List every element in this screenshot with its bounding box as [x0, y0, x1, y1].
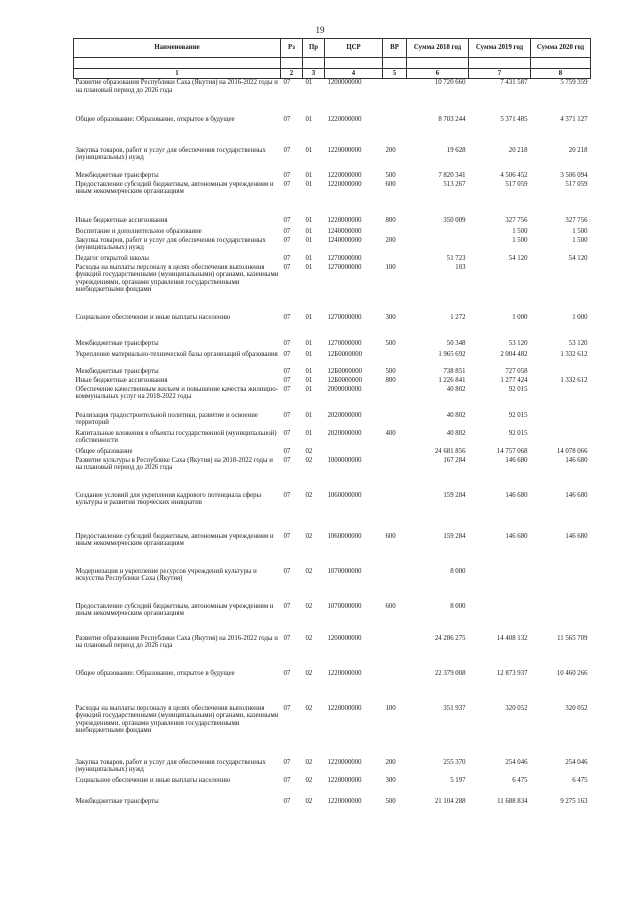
- header-sum-2018: Сумма 2018 год: [407, 39, 469, 58]
- row-sum-2018: 40 802: [446, 385, 466, 393]
- table-row: [74, 386, 591, 412]
- row-pr: 01: [305, 227, 313, 235]
- row-sum-2018: 513 267: [443, 180, 466, 188]
- row-csr: 1070000000: [327, 602, 362, 610]
- row-rz: 07: [283, 456, 291, 464]
- row-name: Межбюджетные трансферты: [75, 171, 159, 179]
- row-sum-2020: 6 475: [572, 776, 588, 784]
- row-rz: 07: [283, 797, 291, 805]
- page-number: 19: [315, 25, 325, 35]
- row-sum-2020: 146 680: [565, 491, 588, 499]
- row-pr: 01: [305, 115, 313, 123]
- column-number: 6: [407, 69, 469, 79]
- row-sum-2019: 6 475: [512, 776, 528, 784]
- header-spacer: [74, 58, 281, 69]
- row-rz: 07: [283, 776, 291, 784]
- row-rz: 07: [283, 367, 291, 375]
- row-sum-2019: [469, 264, 531, 314]
- table-row: [74, 264, 591, 314]
- row-sum-2018: 8 000: [450, 602, 466, 610]
- header-sum-2020: Сумма 2020 год: [531, 39, 591, 58]
- row-sum-2018: 103: [455, 263, 466, 271]
- row-rz: 07: [283, 180, 291, 188]
- row-rz: 07: [283, 669, 291, 677]
- row-name: Реализация градостроительной политики, развитие и освоение территорий: [75, 411, 258, 427]
- row-csr: 1240000000: [327, 227, 362, 235]
- row-vr: 300: [385, 776, 396, 784]
- row-vr: [383, 228, 407, 237]
- row-sum-2019: 146 680: [505, 532, 528, 540]
- header-spacer: [383, 58, 407, 69]
- row-name: Межбюджетные трансферты: [75, 339, 159, 347]
- row-csr: 1070000000: [327, 567, 362, 575]
- row-pr: 01: [305, 385, 313, 393]
- row-vr: [383, 448, 407, 457]
- row-name: Межбюджетные трансферты: [75, 797, 159, 805]
- row-csr: 12Б0000000: [327, 350, 362, 358]
- row-csr: 1200000000: [327, 79, 362, 86]
- row-csr: [325, 448, 383, 457]
- row-name: Общее образование: Образование, открытое в будущее: [75, 115, 235, 123]
- row-sum-2020: 517 059: [565, 180, 588, 188]
- row-vr: 300: [385, 313, 396, 321]
- row-name: Иные бюджетные ассигнования: [75, 376, 168, 384]
- row-rz: 07: [283, 758, 291, 766]
- row-csr: 1220000000: [327, 758, 362, 766]
- row-sum-2020: 146 680: [565, 532, 588, 540]
- row-pr: 01: [305, 216, 313, 224]
- row-sum-2018: [407, 228, 469, 237]
- row-csr: 1270000000: [327, 254, 362, 262]
- table-row: [74, 172, 591, 181]
- row-name: Закупка товаров, работ и услуг для обеспечения государственных (муниципальных) нужд: [75, 758, 266, 774]
- row-csr: 1270000000: [327, 339, 362, 347]
- row-pr: 02: [305, 532, 313, 540]
- row-sum-2020: 320 052: [565, 704, 588, 712]
- row-vr: 200: [385, 236, 396, 244]
- row-sum-2020: [531, 568, 591, 603]
- table-row: [74, 670, 591, 705]
- row-sum-2020: 20 218: [568, 146, 588, 154]
- row-sum-2020: 1 500: [572, 227, 588, 235]
- table-row: [74, 181, 591, 217]
- header-csr: ЦСР: [325, 39, 383, 58]
- row-vr: 500: [385, 797, 396, 805]
- row-pr: 02: [305, 491, 313, 499]
- row-vr: [383, 568, 407, 603]
- row-rz: 07: [283, 313, 291, 321]
- row-sum-2019: 2 004 482: [500, 350, 528, 358]
- row-sum-2019: 53 120: [508, 339, 528, 347]
- row-csr: 12Б0000000: [327, 367, 362, 375]
- row-sum-2020: 54 120: [568, 254, 588, 262]
- table-row: [74, 798, 591, 818]
- row-rz: 07: [283, 171, 291, 179]
- row-sum-2019: [469, 568, 531, 603]
- row-sum-2020: [531, 412, 591, 430]
- row-csr: 1220000000: [327, 115, 362, 123]
- row-rz: 07: [283, 429, 291, 437]
- row-rz: 07: [283, 602, 291, 610]
- table-row: [74, 79, 591, 116]
- row-sum-2018: 738 851: [443, 367, 466, 375]
- row-sum-2020: 1 332 612: [560, 350, 588, 358]
- row-name: Создание условий для укрепления кадрового потенциала сферы культуры и развития творческих инициатив: [75, 491, 262, 507]
- header-spacer: [325, 58, 383, 69]
- row-sum-2018: 5 197: [450, 776, 466, 784]
- row-sum-2019: 320 052: [505, 704, 528, 712]
- row-name: Расходы на выплаты персоналу в целях обеспечения выполнения функций государственными (муниципальными) органами, казенными учреждениями, органами управления государственными внебюджетными фондами: [75, 263, 279, 294]
- row-vr: [383, 492, 407, 533]
- row-rz: 07: [283, 115, 291, 123]
- table-row: [74, 448, 591, 457]
- row-vr: 600: [385, 180, 396, 188]
- row-sum-2020: 9 275 163: [560, 797, 588, 805]
- row-rz: 07: [283, 376, 291, 384]
- row-csr: 1220000000: [327, 669, 362, 677]
- row-vr: 800: [385, 216, 396, 224]
- table-row: [74, 228, 591, 237]
- row-vr: 500: [385, 171, 396, 179]
- row-pr: 01: [305, 339, 313, 347]
- row-rz: 07: [283, 263, 291, 271]
- header-sum-2019: Сумма 2019 год: [469, 39, 531, 58]
- row-vr: 500: [385, 367, 396, 375]
- row-vr: 100: [385, 704, 396, 712]
- column-number: 3: [303, 69, 325, 79]
- table-row: [74, 492, 591, 533]
- row-name: Модернизация и укрепление ресурсов учреждений культуры и искусства Республики Саха (Якутия): [75, 567, 257, 583]
- row-pr: 02: [305, 704, 313, 712]
- row-sum-2018: 351 937: [443, 704, 466, 712]
- row-sum-2020: 4 371 127: [560, 115, 588, 123]
- row-csr: 1220000000: [327, 216, 362, 224]
- row-name: Воспитание и дополнительное образование: [75, 227, 202, 235]
- row-pr: 01: [305, 367, 313, 375]
- row-pr: 01: [305, 263, 313, 271]
- row-vr: 600: [385, 532, 396, 540]
- row-sum-2018: 21 104 288: [434, 797, 466, 805]
- row-vr: [383, 351, 407, 368]
- row-sum-2020: [531, 368, 591, 377]
- row-vr: 600: [385, 602, 396, 610]
- row-name: Капитальные вложения в объекты государственной (муниципальной) собственности: [75, 429, 277, 445]
- table-row: [74, 430, 591, 448]
- row-name: Развитие образования Республики Саха (Якутия) на 2016-2022 годы и на плановый период до 2026 года: [75, 79, 278, 94]
- row-sum-2018: 1 226 841: [438, 376, 466, 384]
- row-sum-2018: 19 628: [446, 146, 466, 154]
- row-sum-2018: 167 284: [443, 456, 466, 464]
- table-row: [74, 351, 591, 368]
- table-row: [74, 314, 591, 340]
- row-name: Закупка товаров, работ и услуг для обеспечения государственных (муниципальных) нужд: [75, 146, 266, 162]
- header-vr: ВР: [383, 39, 407, 58]
- row-rz: 07: [283, 385, 291, 393]
- table-row: [74, 147, 591, 172]
- row-sum-2018: 40 802: [446, 411, 466, 419]
- row-csr: 1270000000: [327, 313, 362, 321]
- row-name: Общее образование: Образование, открытое в будущее: [75, 669, 235, 677]
- row-sum-2018: 1 965 692: [438, 350, 466, 358]
- row-csr: 1240000000: [327, 236, 362, 244]
- row-sum-2018: [407, 237, 469, 255]
- row-sum-2019: 20 218: [508, 146, 528, 154]
- row-sum-2019: 1 000: [512, 313, 528, 321]
- row-name: Укрепление материально-технической базы организаций образования: [75, 350, 278, 358]
- row-csr: 1220000000: [327, 171, 362, 179]
- row-rz: 07: [283, 447, 291, 455]
- row-name: Развитие образования Республики Саха (Якутия) на 2016-2022 годы и на плановый период до 2026 года: [75, 634, 278, 650]
- row-rz: 07: [283, 491, 291, 499]
- row-csr: 1200000000: [327, 634, 362, 642]
- row-name: Межбюджетные трансферты: [75, 367, 159, 375]
- row-sum-2020: 1 500: [572, 236, 588, 244]
- row-pr: 02: [305, 447, 313, 455]
- row-rz: 07: [283, 227, 291, 235]
- row-vr: [383, 255, 407, 264]
- table-row: [74, 237, 591, 255]
- row-sum-2019: 146 680: [505, 456, 528, 464]
- row-sum-2019: 1 500: [512, 236, 528, 244]
- row-rz: 07: [283, 216, 291, 224]
- header-pr: Пр: [303, 39, 325, 58]
- row-vr: 100: [385, 263, 396, 271]
- row-sum-2018: 350 009: [443, 216, 466, 224]
- row-csr: 2000000000: [327, 385, 362, 393]
- table-row: [74, 635, 591, 670]
- row-sum-2020: 1 332 612: [560, 376, 588, 384]
- row-sum-2020: 1 000: [572, 313, 588, 321]
- row-sum-2018: 50 348: [446, 339, 466, 347]
- row-sum-2020: [531, 386, 591, 412]
- row-sum-2018: 8 703 244: [438, 115, 466, 123]
- row-pr: 01: [305, 350, 313, 358]
- row-sum-2020: 3 506 094: [560, 171, 588, 179]
- row-rz: 07: [283, 339, 291, 347]
- row-sum-2020: 5 759 359: [560, 79, 588, 86]
- row-pr: 01: [305, 79, 313, 86]
- row-name: Иные бюджетные ассигнования: [75, 216, 168, 224]
- row-sum-2018: 40 802: [446, 429, 466, 437]
- row-pr: 01: [305, 146, 313, 154]
- row-pr: 01: [305, 313, 313, 321]
- row-vr: [383, 116, 407, 147]
- row-sum-2018: 10 720 660: [434, 79, 466, 86]
- row-csr: 2020000000: [327, 429, 362, 437]
- row-name: Социальное обеспечение и иные выплаты населению: [75, 313, 231, 321]
- table-row: [74, 368, 591, 377]
- row-sum-2018: 1 272: [450, 313, 466, 321]
- row-vr: 200: [385, 758, 396, 766]
- row-csr: 1220000000: [327, 146, 362, 154]
- row-pr: 01: [305, 254, 313, 262]
- row-name: Расходы на выплаты персоналу в целях обеспечения выполнения функций государственными (муниципальными) органами, казенными учреждениями, органами управления государственными внебюджетными фондами: [75, 704, 279, 735]
- row-rz: 07: [283, 236, 291, 244]
- row-sum-2018: 24 286 275: [434, 634, 466, 642]
- row-sum-2019: 146 680: [505, 491, 528, 499]
- row-sum-2019: 11 688 834: [497, 797, 528, 805]
- row-sum-2019: 727 058: [505, 367, 528, 375]
- row-sum-2018: 51 723: [446, 254, 466, 262]
- row-sum-2020: 146 680: [565, 456, 588, 464]
- row-vr: [383, 635, 407, 670]
- row-csr: 1220000000: [327, 704, 362, 712]
- row-sum-2019: 5 371 485: [500, 115, 528, 123]
- row-pr: 01: [305, 171, 313, 179]
- budget-table: [73, 38, 591, 818]
- row-rz: 07: [283, 634, 291, 642]
- row-vr: [383, 457, 407, 492]
- row-rz: 07: [283, 704, 291, 712]
- row-sum-2020: [531, 430, 591, 448]
- row-sum-2020: 10 460 266: [556, 669, 588, 677]
- row-rz: 07: [283, 350, 291, 358]
- table-row: [74, 377, 591, 386]
- row-sum-2019: 14 757 068: [496, 447, 528, 455]
- row-sum-2020: 53 120: [568, 339, 588, 347]
- row-sum-2019: 92 015: [508, 411, 528, 419]
- row-sum-2019: 1 277 424: [500, 376, 528, 384]
- table-row: [74, 759, 591, 777]
- row-pr: 02: [305, 567, 313, 575]
- row-pr: 01: [305, 236, 313, 244]
- table-row: [74, 568, 591, 603]
- header-spacer: [531, 58, 591, 69]
- header-name: Наименование: [74, 39, 281, 58]
- table-row: [74, 457, 591, 492]
- row-rz: 07: [283, 146, 291, 154]
- row-name: Предоставление субсидий бюджетным, автономным учреждениям и иным некоммерческим организациям: [75, 602, 274, 618]
- row-pr: 02: [305, 456, 313, 464]
- row-sum-2020: [531, 264, 591, 314]
- table-row: [74, 533, 591, 568]
- row-vr: 400: [385, 429, 396, 437]
- row-pr: 02: [305, 634, 313, 642]
- row-pr: 01: [305, 180, 313, 188]
- row-pr: 02: [305, 602, 313, 610]
- row-sum-2019: 327 756: [505, 216, 528, 224]
- row-sum-2019: 92 015: [508, 429, 528, 437]
- row-vr: 200: [385, 146, 396, 154]
- row-csr: 1000000000: [327, 456, 362, 464]
- row-sum-2019: 12 873 937: [496, 669, 528, 677]
- row-name: Развитие культуры в Республике Саха (Якутия) на 2018-2022 годы и на плановый период до 2026 года: [75, 456, 273, 472]
- column-number: 4: [325, 69, 383, 79]
- row-name: Обеспечение качественным жильем и повышение качества жилищно-коммунальных услуг на 2018-2022 годы: [75, 385, 278, 401]
- row-vr: 500: [385, 339, 396, 347]
- row-pr: 01: [305, 429, 313, 437]
- table-row: [74, 217, 591, 228]
- row-name: Закупка товаров, работ и услуг для обеспечения государственных (муниципальных) нужд: [75, 236, 266, 252]
- row-sum-2018: 8 000: [450, 567, 466, 575]
- row-csr: 1220000000: [327, 180, 362, 188]
- row-sum-2019: 92 015: [508, 385, 528, 393]
- row-name: Педагог открытой школы: [75, 254, 149, 262]
- row-sum-2019: [469, 603, 531, 635]
- row-pr: 02: [305, 669, 313, 677]
- table-row: [74, 603, 591, 635]
- row-sum-2020: 11 565 709: [557, 634, 588, 642]
- row-sum-2018: 7 820 341: [438, 171, 466, 179]
- row-sum-2020: 14 078 066: [556, 447, 588, 455]
- header-rz: Рз: [281, 39, 303, 58]
- row-rz: 07: [283, 254, 291, 262]
- row-sum-2018: 255 370: [443, 758, 466, 766]
- row-csr: 1270000000: [327, 263, 362, 271]
- column-number: 2: [281, 69, 303, 79]
- row-rz: 07: [283, 411, 291, 419]
- header-spacer: [303, 58, 325, 69]
- row-vr: 800: [385, 376, 396, 384]
- table-row: [74, 777, 591, 798]
- table-row: [74, 255, 591, 264]
- row-vr: [383, 412, 407, 430]
- row-sum-2019: 7 431 587: [500, 79, 528, 86]
- row-pr: 02: [305, 758, 313, 766]
- table-row: [74, 705, 591, 759]
- column-number: 8: [531, 69, 591, 79]
- column-number: 1: [74, 69, 281, 79]
- row-sum-2019: 54 120: [508, 254, 528, 262]
- row-sum-2019: 1 500: [512, 227, 528, 235]
- row-name: Предоставление субсидий бюджетным, автономным учреждениям и иным некоммерческим организациям: [75, 180, 274, 196]
- row-pr: 02: [305, 797, 313, 805]
- row-pr: 01: [305, 376, 313, 384]
- row-sum-2019: 517 059: [505, 180, 528, 188]
- row-sum-2018: 24 681 856: [434, 447, 466, 455]
- header-spacer: [407, 58, 469, 69]
- row-sum-2020: 254 046: [565, 758, 588, 766]
- row-name: Социальное обеспечение и иные выплаты населению: [75, 776, 231, 784]
- row-pr: 01: [305, 411, 313, 419]
- table-row: [74, 340, 591, 351]
- header-spacer: [469, 58, 531, 69]
- table-row: [74, 412, 591, 430]
- row-sum-2018: 22 379 008: [434, 669, 466, 677]
- row-sum-2018: 159 284: [443, 532, 466, 540]
- row-csr: 1220000000: [327, 797, 362, 805]
- row-vr: [383, 386, 407, 412]
- row-rz: 07: [283, 79, 291, 86]
- row-csr: 1060000000: [327, 532, 362, 540]
- row-rz: 07: [283, 532, 291, 540]
- table-row: [74, 116, 591, 147]
- row-sum-2019: 14 408 132: [496, 634, 528, 642]
- column-number: 5: [383, 69, 407, 79]
- row-pr: 02: [305, 776, 313, 784]
- column-number: 7: [469, 69, 531, 79]
- row-sum-2020: [531, 603, 591, 635]
- row-sum-2019: 4 506 452: [500, 171, 528, 179]
- header-spacer: [281, 58, 303, 69]
- row-sum-2019: 254 046: [505, 758, 528, 766]
- row-vr: [383, 670, 407, 705]
- row-csr: 1220000000: [327, 776, 362, 784]
- row-csr: 1060000000: [327, 491, 362, 499]
- row-name: Предоставление субсидий бюджетным, автономным учреждениям и иным некоммерческим организациям: [75, 532, 274, 548]
- row-sum-2018: 159 284: [443, 491, 466, 499]
- row-sum-2020: 327 756: [565, 216, 588, 224]
- row-name: Общее образование: [75, 447, 133, 455]
- row-csr: 12Б0000000: [327, 376, 362, 384]
- row-vr: [383, 79, 407, 116]
- row-csr: 2020000000: [327, 411, 362, 419]
- row-rz: 07: [283, 567, 291, 575]
